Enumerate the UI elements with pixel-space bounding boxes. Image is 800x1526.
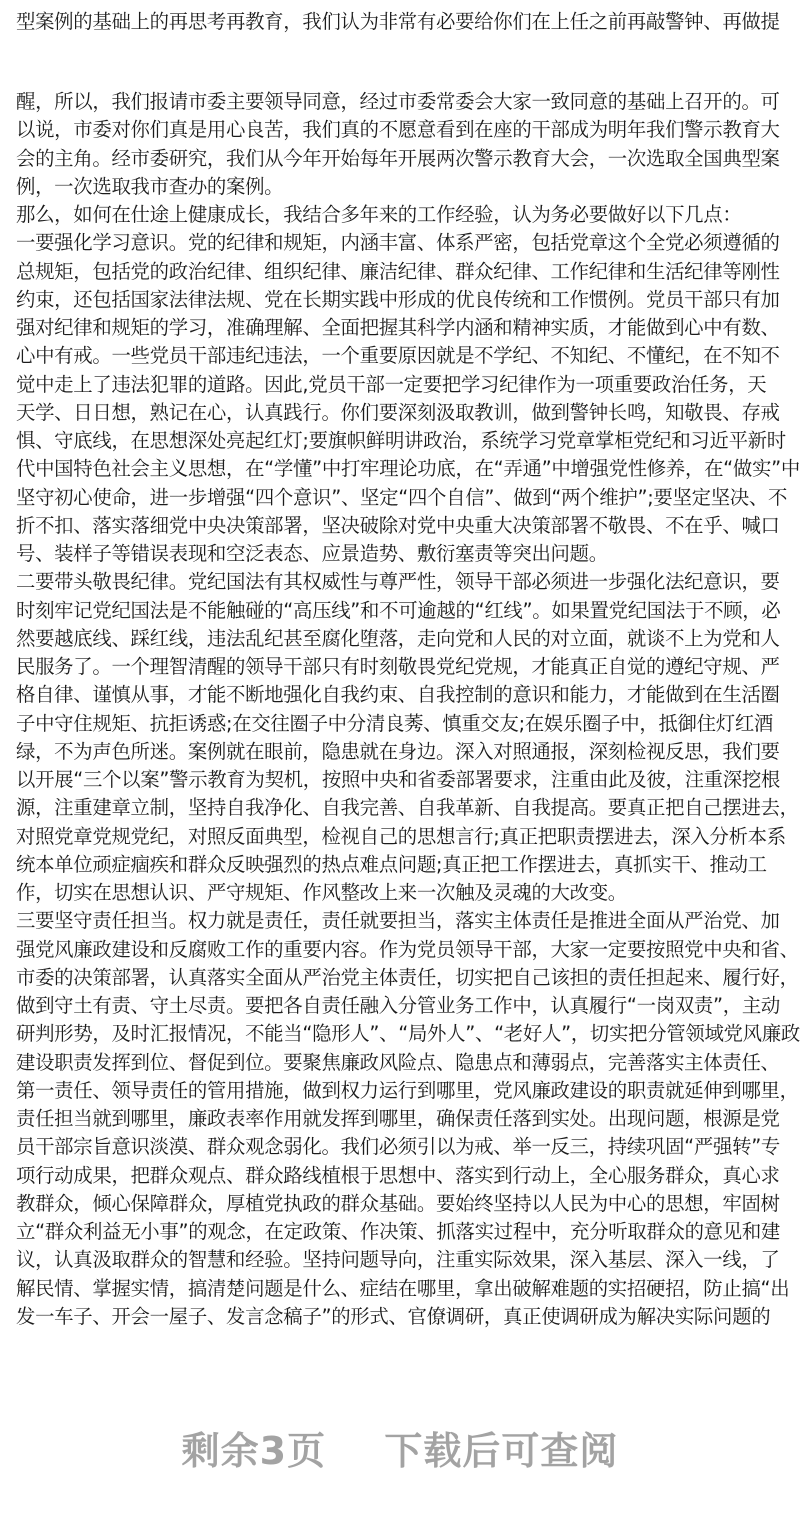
text-line: 民服务了。一个理智清醒的领导干部只有时刻敬畏党纪党规，才能真正自觉的遵纪守规、严 — [16, 655, 780, 678]
text-line: 折不扣、落实落细党中央决策部署，坚决破除对党中央重大决策部署不敬畏、不在乎、喊口 — [16, 513, 780, 537]
text-line: 那么，如何在仕途上健康成长，我结合多年来的工作经验，认为务必要做好以下几点： — [16, 203, 742, 226]
text-line: 会的主角。经市委研究，我们从今年开始每年开展两次警示教育大会，一次选取全国典型案 — [16, 146, 780, 170]
text-line: 代中国特色社会主义思想，在“学懂”中打牢理论功底，在“弄通”中增强党性修养，在“做实”中 — [16, 457, 800, 481]
text-line: 强对纪律和规矩的学习，准确理解、全面把握其科学内涵和精神实质，才能做到心中有数、 — [16, 316, 780, 339]
text-line: 发一车子、开会一屋子、发言念稿子”的形式、官僚调研，真正使调研成为解决实际问题的 — [16, 1304, 771, 1328]
text-line: 号、装样子等错误表现和空泛表态、应景造势、敷衍塞责等突出问题。 — [16, 542, 608, 565]
text-line: 醒，所以，我们报请市委主要领导同意，经过市委常委会大家一致同意的基础上召开的。可 — [16, 90, 780, 113]
download-banner[interactable] — [0, 1420, 800, 1475]
text-line: 第一责任、领导责任的管用措施，做到权力运行到哪里，党风廉政建设的职责就延伸到哪里， — [16, 1078, 799, 1102]
text-line: 绿，不为声色所迷。案例就在眼前，隐患就在身边。深入对照通报，深刻检视反思，我们要 — [16, 739, 780, 763]
text-line: 立“群众利益无小事”的观念，在定政策、作决策、抓落实过程中，充分听取群众的意见和建 — [16, 1220, 781, 1243]
text-line: 总规矩，包括党的政治纪律、组织纪律、廉洁纪律、群众纪律、工作纪律和生活纪律等刚性 — [16, 259, 780, 283]
text-line: 作，切实在思想认识、严守规矩、作风整改上来一次触及灵魂的大改变。 — [16, 881, 627, 904]
text-line: 项行动成果，把群众观点、群众路线植根于思想中、落实到行动上，全心服务群众，真心求 — [16, 1163, 780, 1187]
text-line: 研判形势，及时汇报情况，不能当“隐形人”、“局外人”、“老好人”，切实把分管领域党风廉政 — [16, 1022, 800, 1046]
text-line: 以说，市委对你们真是用心良苦，我们真的不愿意看到在座的干部成为明年我们警示教育大 — [16, 118, 780, 142]
text-line: 心中有戒。一些党员干部违纪违法，一个重要原因就是不学纪、不知纪、不懂纪，在不知不 — [16, 344, 780, 368]
text-line: 源，注重建章立制，坚持自我净化、自我完善、自我革新、自我提高。要真正把自己摆进去， — [16, 796, 799, 820]
text-line: 强党风廉政建设和反腐败工作的重要内容。作为党员领导干部，大家一定要按照党中央和省、 — [16, 937, 799, 961]
text-line: 坚守初心使命，进一步增强“四个意识”、坚定“四个自信”、做到“两个维护”;要坚定坚决、不 — [16, 485, 788, 509]
text-line: 子中守住规矩、抗拒诱惑;在交往圈子中分清良莠、慎重交友;在娱乐圈子中，抵御住灯红酒 — [16, 711, 773, 735]
text-line: 员干部宗旨意识淡漠、群众观念弱化。我们必须引以为戒、举一反三，持续巩固“严强转”专 — [16, 1135, 781, 1159]
text-line: 对照党章党规党纪，对照反面典型，检视自己的思想言行;真正把职责摆进去，深入分析本系 — [16, 824, 786, 848]
document-text-block-main — [16, 88, 800, 1331]
text-line: 三要坚守责任担当。权力就是责任，责任就要担当，落实主体责任是推进全面从严治党、加 — [16, 909, 780, 933]
text-line: 一要强化学习意识。党的纪律和规矩，内涵丰富、体系严密，包括党章这个全党必须遵循的 — [16, 231, 780, 255]
text-line: 惧、守底线，在思想深处亮起红灯;要旗帜鲜明讲政治，系统学习党章掌柜党纪和习近平新时 — [16, 429, 786, 452]
text-line: 觉中走上了违法犯罪的道路。因此,党员干部一定要把学习纪律作为一项重要政治任务，天 — [16, 372, 767, 396]
text-line: 解民情、掌握实情，搞清楚问题是什么、症结在哪里，拿出破解难题的实招硬招，防止搞“出 — [16, 1276, 790, 1300]
text-line: 统本单位顽症痼疾和群众反映强烈的热点难点问题;真正把工作摆进去，真抓实干、推动工 — [16, 852, 767, 876]
text-line: 做到守土有责、守土尽责。要把各自责任融入分管业务工作中，认真履行“一岗双责”，主动 — [16, 994, 781, 1017]
download-prompt-label[interactable]: 下载后可查阅 — [384, 1429, 619, 1473]
remaining-pages-label: 剩余3页 — [181, 1429, 327, 1473]
text-line: 二要带头敬畏纪律。党纪国法有其权威性与尊严性，领导干部必须进一步强化法纪意识，要 — [16, 570, 780, 594]
text-line: 议，认真汲取群众的智慧和经验。坚持问题导向，注重实际效果，深入基层、深入一线，了 — [16, 1248, 780, 1272]
text-line: 然要越底线、踩红线，违法乱纪甚至腐化堕落，走向党和人民的对立面，就谈不上为党和人 — [16, 626, 780, 650]
text-line: 格自律、谨慎从事，才能不断地强化自我约束、自我控制的意识和能力，才能做到在生活圈 — [16, 683, 780, 707]
text-line: 例，一次选取我市查办的案例。 — [16, 174, 284, 198]
text-line: 时刻牢记党纪国法是不能触碰的“高压线”和不可逾越的“红线”。如果置党纪国法于不顾，必 — [16, 598, 781, 622]
text-line: 教群众，倾心保障群众，厚植党执政的群众基础。要始终坚持以人民为中心的思想，牢固树 — [16, 1191, 780, 1215]
text-line: 责任担当就到哪里，廉政表率作用就发挥到哪里，确保责任落到实处。出现问题，根源是党 — [16, 1107, 780, 1130]
text-line: 以开展“三个以案”警示教育为契机，按照中央和省委部署要求，注重由此及彼，注重深挖根 — [16, 768, 781, 791]
text-line: 约束，还包括国家法律法规、党在长期实践中形成的优良传统和工作惯例。党员干部只有加 — [16, 287, 780, 311]
text-line: 型案例的基础上的再思考再教育，我们认为非常有必要给你们在上任之前再敲警钟、再做提 — [16, 10, 780, 33]
text-line: 天学、日日想，熟记在心，认真践行。你们要深刻汲取教训，做到警钟长鸣，知敬畏、存戒 — [16, 400, 780, 424]
text-line: 市委的决策部署，认真落实全面从严治党主体责任，切实把自己该担的责任担起来、履行好， — [16, 965, 799, 989]
document-text-block-top — [16, 8, 786, 36]
text-line: 建设职责发挥到位、督促到位。要聚焦廉政风险点、隐患点和薄弱点，完善落实主体责任、 — [16, 1050, 780, 1074]
